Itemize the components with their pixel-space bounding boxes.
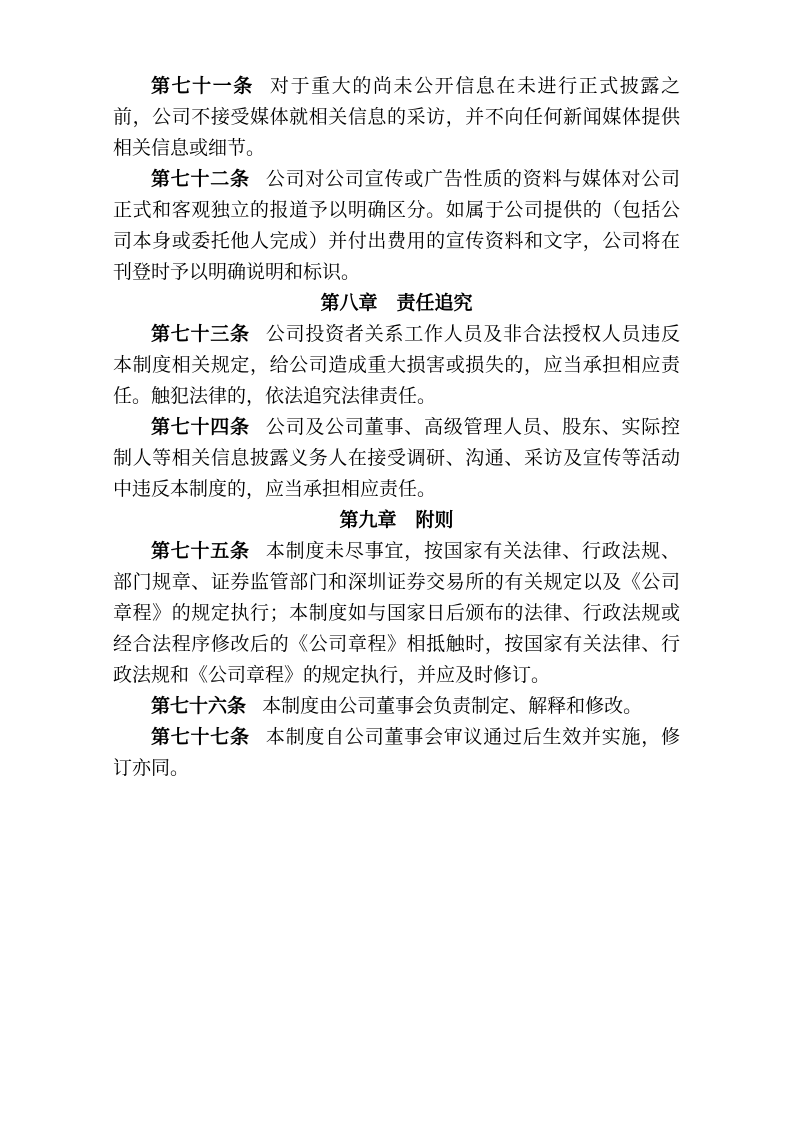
article-text-77: 本制度自公司董事会审议通过后生效并实施，修订亦同。 [113, 727, 680, 779]
paragraph-article-72 [113, 164, 680, 288]
paragraph-article-76 [113, 691, 680, 722]
paragraph-article-71 [113, 71, 680, 164]
chapter-heading-8: 第八章 责任追究 [320, 293, 473, 314]
article-text-71: 对于重大的尚未公开信息在未进行正式披露之前，公司不接受媒体就相关信息的采访，并不向任何新闻媒体提供相关信息或细节。 [113, 76, 680, 159]
article-number-71: 第七十一条 [151, 76, 254, 97]
paragraph-article-73 [113, 319, 680, 412]
article-number-77: 第七十七条 [151, 727, 250, 748]
article-text-74: 公司及公司董事、高级管理人员、股东、实际控制人等相关信息披露义务人在接受调研、沟通、采访及宣传等活动中违反本制度的，应当承担相应责任。 [113, 417, 680, 500]
paragraph-article-74 [113, 412, 680, 505]
article-number-75: 第七十五条 [151, 541, 250, 562]
paragraph-article-75 [113, 536, 680, 691]
article-number-72: 第七十二条 [151, 169, 250, 190]
paragraph-article-77 [113, 722, 680, 784]
article-text-75: 本制度未尽事宜，按国家有关法律、行政法规、部门规章、证券监管部门和深圳证券交易所的有关规定以及《公司章程》的规定执行；本制度如与国家日后颁布的法律、行政法规或经合法程序修改后的《公司章程》相抵触时，按国家有关法律、行政法规和《公司章程》的规定执行，并应及时修订。 [113, 541, 680, 686]
article-number-74: 第七十四条 [151, 417, 250, 438]
article-text-76: 本制度由公司董事会负责制定、解释和修改。 [262, 696, 643, 717]
article-text-73: 公司投资者关系工作人员及非合法授权人员违反本制度相关规定，给公司造成重大损害或损失的，应当承担相应责任。触犯法律的，依法追究法律责任。 [113, 324, 680, 407]
article-number-76: 第七十六条 [151, 696, 247, 717]
article-number-73: 第七十三条 [151, 324, 250, 345]
chapter-heading-9: 第九章 附则 [339, 510, 454, 531]
article-text-72: 公司对公司宣传或广告性质的资料与媒体对公司正式和客观独立的报道予以明确区分。如属于公司提供的（包括公司本身或委托他人完成）并付出费用的宣传资料和文字，公司将在刊登时予以明确说明和标识。 [113, 169, 680, 283]
